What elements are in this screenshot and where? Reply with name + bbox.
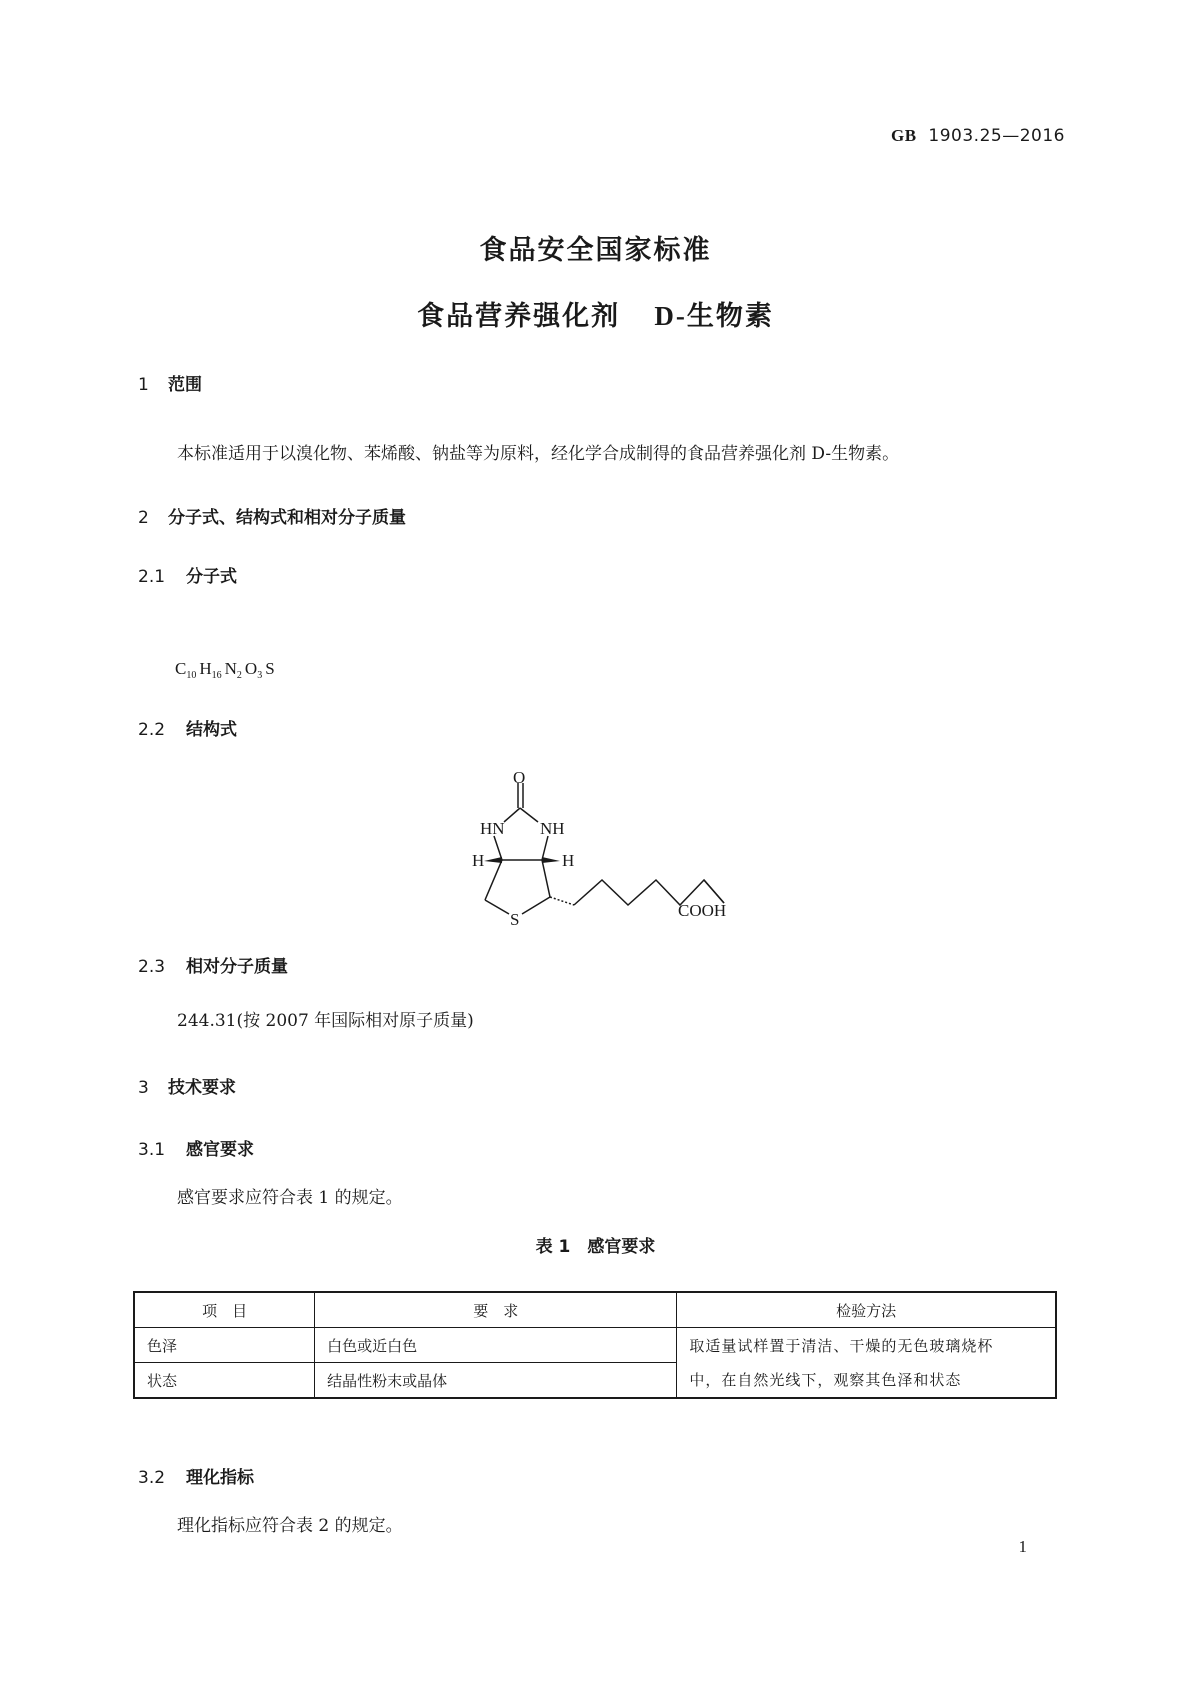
table-cell-method — [677, 1328, 1056, 1399]
section-3-heading — [138, 1073, 236, 1098]
atom-label-o: O — [513, 768, 526, 787]
table-cell-item: 状态 — [134, 1363, 315, 1399]
section-title: 结构式 — [186, 720, 237, 740]
section-number: 3.2 — [138, 1468, 166, 1488]
section-title: 分子式、结构式和相对分子质量 — [168, 508, 406, 528]
section-2-2-heading — [138, 715, 237, 740]
section-title: 感官要求 — [186, 1140, 254, 1160]
table-cell-requirement: 白色或近白色 — [315, 1328, 677, 1363]
section-3-2-body: 理化指标应符合表 2 的规定。 — [177, 1516, 403, 1536]
section-2-3-heading — [138, 952, 288, 977]
page-number: 1 — [1018, 1537, 1027, 1556]
column-header: 要 求 — [315, 1292, 677, 1328]
standard-number — [891, 126, 1065, 146]
sensory-requirements-table — [133, 1291, 1057, 1399]
section-3-1-body: 感官要求应符合表 1 的规定。 — [177, 1188, 403, 1208]
section-title: 分子式 — [186, 567, 237, 587]
section-number: 2.3 — [138, 957, 166, 977]
section-number: 1 — [138, 375, 149, 395]
subtitle-main: 食品营养强化剂 — [417, 301, 621, 332]
section-title: 相对分子质量 — [186, 957, 288, 977]
atom-label-s: S — [510, 910, 520, 929]
atom-label-h-right: H — [562, 851, 575, 870]
method-line: 取适量试样置于清洁、干燥的无色玻璃烧杯 — [689, 1336, 994, 1355]
section-1-heading — [138, 370, 202, 395]
section-2-heading — [138, 503, 406, 528]
section-3-1-heading — [138, 1135, 254, 1160]
document-title: 食品安全国家标准 — [479, 235, 712, 266]
table-header-row — [134, 1292, 1056, 1328]
section-2-1-heading — [138, 562, 237, 587]
atom-label-nh: NH — [540, 819, 565, 838]
standard-code: 1903.25—2016 — [928, 126, 1065, 146]
standard-prefix: GB — [891, 126, 917, 145]
table-cell-item: 色泽 — [134, 1328, 315, 1363]
section-1-body: 本标准适用于以溴化物、苯烯酸、钠盐等为原料，经化学合成制得的食品营养强化剂 D-生物素。 — [177, 444, 900, 464]
section-number: 3 — [138, 1078, 149, 1098]
table-caption: 表 1 感官要求 — [535, 1237, 656, 1257]
atom-label-cooh: COOH — [678, 901, 727, 920]
atom-label-hn: HN — [480, 819, 505, 838]
section-title: 范围 — [168, 375, 202, 395]
section-3-2-heading — [138, 1463, 254, 1488]
document-subtitle — [0, 294, 1191, 333]
subtitle-product: D-生物素 — [654, 301, 774, 331]
molecular-formula: $C_{10}$ $H_{16}$ $N_2$ $O_3$ S — [175, 659, 275, 681]
section-title: 技术要求 — [168, 1078, 236, 1098]
column-header: 项 目 — [134, 1292, 315, 1328]
section-number: 2.2 — [138, 720, 166, 740]
table-row — [134, 1328, 1056, 1363]
structural-formula — [450, 760, 750, 930]
method-line: 中，在自然光线下，观察其色泽和状态 — [689, 1370, 962, 1389]
section-number: 2 — [138, 508, 149, 528]
column-header: 检验方法 — [677, 1292, 1056, 1328]
section-number: 3.1 — [138, 1140, 166, 1160]
section-title: 理化指标 — [186, 1468, 254, 1488]
atom-label-h-left: H — [472, 851, 485, 870]
table-cell-requirement: 结晶性粉末或晶体 — [315, 1363, 677, 1399]
section-number: 2.1 — [138, 567, 166, 587]
section-2-3-body: 244.31(按 2007 年国际相对原子质量) — [177, 1011, 474, 1031]
